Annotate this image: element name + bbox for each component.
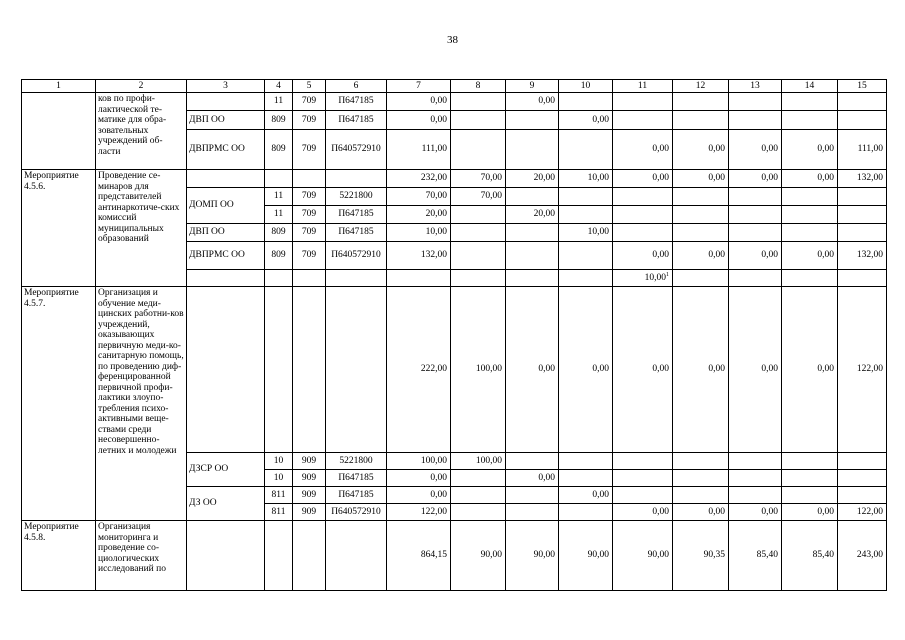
table-cell: П647185	[326, 111, 387, 130]
header-cell: 9	[506, 80, 559, 93]
executor-cell	[187, 521, 265, 591]
table-cell: 909	[293, 487, 326, 504]
table-cell: 10	[265, 453, 293, 470]
table-cell	[673, 93, 729, 111]
event-cell: Мероприятие 4.5.8.	[22, 521, 96, 591]
table-cell: 10,00	[387, 224, 451, 242]
table-cell: 0,00	[559, 487, 613, 504]
executor-cell: ДЗ ОО	[187, 487, 265, 521]
table-cell: П647185	[326, 487, 387, 504]
table-cell	[506, 111, 559, 130]
event-cell	[22, 93, 96, 170]
table-cell	[265, 270, 293, 287]
table-cell	[782, 453, 838, 470]
table-cell: 0,00	[782, 170, 838, 188]
table-cell: 122,00	[387, 504, 451, 521]
table-cell: 10,00	[559, 224, 613, 242]
table-cell: 11	[265, 206, 293, 224]
table-cell: 132,00	[838, 242, 887, 270]
table-cell: 811	[265, 504, 293, 521]
table-cell	[451, 242, 506, 270]
event-cell: Мероприятие 4.5.7.	[22, 287, 96, 521]
table-cell	[559, 470, 613, 487]
header-cell: 11	[613, 80, 673, 93]
table-cell: 20,00	[506, 206, 559, 224]
table-cell: 5221800	[326, 453, 387, 470]
header-cell: 1	[22, 80, 96, 93]
table-cell	[838, 270, 887, 287]
executor-cell: ДВП ОО	[187, 111, 265, 130]
table-cell: 85,40	[729, 521, 782, 591]
executor-cell: ДВП ОО	[187, 224, 265, 242]
table-cell: 0,00	[613, 287, 673, 453]
table-cell: 70,00	[451, 170, 506, 188]
header-cell: 12	[673, 80, 729, 93]
table-cell: 0,00	[782, 130, 838, 170]
table-cell	[729, 453, 782, 470]
table-cell: 100,00	[451, 287, 506, 453]
table-cell	[326, 287, 387, 453]
table-cell: 0,00	[673, 504, 729, 521]
table-cell: 709	[293, 130, 326, 170]
table-cell	[613, 487, 673, 504]
table-cell: 100,00	[387, 453, 451, 470]
table-cell	[838, 111, 887, 130]
table-cell: 909	[293, 504, 326, 521]
table-cell	[451, 93, 506, 111]
header-row	[22, 80, 887, 93]
table-cell: 809	[265, 242, 293, 270]
table-cell: 132,00	[838, 170, 887, 188]
table-cell	[673, 206, 729, 224]
table-cell	[559, 93, 613, 111]
table-cell: 111,00	[838, 130, 887, 170]
executor-cell	[187, 287, 265, 453]
table-cell: 90,00	[506, 521, 559, 591]
header-cell: 3	[187, 80, 265, 93]
table-cell	[506, 270, 559, 287]
table-cell	[265, 170, 293, 188]
table-cell	[782, 224, 838, 242]
header-cell: 7	[387, 80, 451, 93]
table-cell	[451, 111, 506, 130]
executor-cell	[187, 93, 265, 111]
table-cell	[451, 224, 506, 242]
table-cell	[673, 270, 729, 287]
table-cell	[451, 470, 506, 487]
executor-cell	[187, 270, 265, 287]
table-cell: 243,00	[838, 521, 887, 591]
table-cell	[613, 188, 673, 206]
header-cell: 10	[559, 80, 613, 93]
table-cell	[559, 242, 613, 270]
table-cell: 90,00	[613, 521, 673, 591]
header-cell: 4	[265, 80, 293, 93]
table-cell	[293, 270, 326, 287]
table-cell	[559, 270, 613, 287]
table-cell	[293, 521, 326, 591]
executor-cell: ДВПРМС ОО	[187, 130, 265, 170]
table-cell	[838, 470, 887, 487]
table-cell: 20,00	[387, 206, 451, 224]
table-cell	[673, 188, 729, 206]
table-cell: 10	[265, 470, 293, 487]
table-cell	[506, 130, 559, 170]
table-cell: 132,00	[387, 242, 451, 270]
table-row	[22, 170, 887, 188]
table-cell: П640572910	[326, 242, 387, 270]
table-cell: 909	[293, 453, 326, 470]
table-cell: 809	[265, 111, 293, 130]
table-cell: 70,00	[387, 188, 451, 206]
table-cell: 0,00	[729, 170, 782, 188]
description-cell: Организация и обучение меди-цинских работни-ков учреждений, оказывающих первичную меди-ко-санитарную помощь, по проведению диф-ференцированной первичной профи-лактики злоупо-требления психо-активными веще-ствами среди несовершенно-летних и молодежи	[96, 287, 187, 521]
table-cell: П640572910	[326, 504, 387, 521]
table-cell: 0,00	[729, 242, 782, 270]
table-cell	[387, 270, 451, 287]
table-cell	[506, 188, 559, 206]
table-cell: 11	[265, 188, 293, 206]
table-cell: П640572910	[326, 130, 387, 170]
table-cell: 0,00	[782, 504, 838, 521]
table-cell: 0,00	[506, 470, 559, 487]
table-cell: 809	[265, 130, 293, 170]
table-cell: 20,00	[506, 170, 559, 188]
table-cell: 0,00	[506, 287, 559, 453]
table-cell	[559, 130, 613, 170]
header-cell: 2	[96, 80, 187, 93]
table-cell	[673, 111, 729, 130]
table-cell: 0,00	[782, 242, 838, 270]
table-cell	[782, 111, 838, 130]
table-cell	[838, 93, 887, 111]
table-cell: 232,00	[387, 170, 451, 188]
table-cell	[729, 93, 782, 111]
table-cell	[613, 453, 673, 470]
description-cell: ков по профи-лактической те-матике для обра-зовательных учреждений об-ласти	[96, 93, 187, 170]
table-cell	[782, 188, 838, 206]
table-cell: 0,00	[729, 504, 782, 521]
table-cell	[506, 224, 559, 242]
table-cell: 709	[293, 111, 326, 130]
header-cell: 13	[729, 80, 782, 93]
table-cell	[559, 206, 613, 224]
table-cell	[506, 453, 559, 470]
table-cell: П647185	[326, 470, 387, 487]
table-cell: 10,00	[559, 170, 613, 188]
header-cell: 8	[451, 80, 506, 93]
table-cell	[673, 224, 729, 242]
table-cell	[326, 270, 387, 287]
table-cell	[451, 487, 506, 504]
header-cell: 14	[782, 80, 838, 93]
table-cell: 0,00	[387, 470, 451, 487]
table-cell: 70,00	[451, 188, 506, 206]
table-cell: 709	[293, 93, 326, 111]
table-cell	[613, 206, 673, 224]
table-cell	[729, 224, 782, 242]
table-cell: 0,00	[613, 130, 673, 170]
table-cell	[506, 242, 559, 270]
table-cell: 0,00	[613, 170, 673, 188]
table-cell	[293, 170, 326, 188]
table-cell	[613, 111, 673, 130]
executor-cell	[187, 170, 265, 188]
table-cell	[265, 521, 293, 591]
table-cell: 811	[265, 487, 293, 504]
table-cell	[326, 170, 387, 188]
table-cell: П647185	[326, 206, 387, 224]
table-cell	[613, 224, 673, 242]
table-cell: 0,00	[729, 287, 782, 453]
table-cell	[559, 504, 613, 521]
table-cell	[729, 111, 782, 130]
table-cell	[613, 270, 673, 287]
table-cell	[451, 504, 506, 521]
table-cell	[451, 270, 506, 287]
table-cell: 0,00	[506, 93, 559, 111]
table-cell	[782, 270, 838, 287]
table-cell	[293, 287, 326, 453]
header-cell: 15	[838, 80, 887, 93]
table-cell	[613, 93, 673, 111]
table-cell: 709	[293, 242, 326, 270]
table-cell: 0,00	[387, 487, 451, 504]
table-cell	[838, 188, 887, 206]
description-cell: Проведение се-минаров для представителей антинаркотиче-ских комиссий муниципальных образований	[96, 170, 187, 287]
table-cell: 222,00	[387, 287, 451, 453]
table-cell: 0,00	[673, 242, 729, 270]
table-cell: 0,00	[673, 130, 729, 170]
footnote-marker: 1	[666, 271, 669, 278]
table-cell	[782, 487, 838, 504]
table-cell: 0,00	[613, 504, 673, 521]
table-cell: 864,15	[387, 521, 451, 591]
executor-cell: ДЗСР ОО	[187, 453, 265, 487]
table-cell	[729, 206, 782, 224]
table-cell: 0,00	[559, 287, 613, 453]
table-row	[22, 521, 887, 591]
table-cell: 100,00	[451, 453, 506, 470]
footnote-value: 10,00	[644, 272, 666, 283]
budget-table	[21, 79, 887, 591]
table-cell	[838, 487, 887, 504]
table-cell	[265, 287, 293, 453]
table-cell: 709	[293, 224, 326, 242]
executor-cell: ДВПРМС ОО	[187, 242, 265, 270]
table-cell: 709	[293, 206, 326, 224]
table-cell	[782, 470, 838, 487]
table-cell: 709	[293, 188, 326, 206]
table-cell	[673, 487, 729, 504]
table-cell	[506, 504, 559, 521]
table-cell	[559, 188, 613, 206]
table-cell	[782, 93, 838, 111]
table-cell: 0,00	[673, 287, 729, 453]
table-cell	[673, 470, 729, 487]
description-cell: Организация мониторинга и проведение со-циологических исследований по	[96, 521, 187, 591]
executor-cell: ДОМП ОО	[187, 188, 265, 224]
table-cell: 90,00	[559, 521, 613, 591]
table-cell: 0,00	[387, 93, 451, 111]
header-cell: 5	[293, 80, 326, 93]
table-cell: 122,00	[838, 287, 887, 453]
table-cell: 909	[293, 470, 326, 487]
table-cell: 0,00	[387, 111, 451, 130]
table-cell	[559, 453, 613, 470]
table-cell: П647185	[326, 93, 387, 111]
table-cell: 111,00	[387, 130, 451, 170]
table-cell: 85,40	[782, 521, 838, 591]
table-cell	[451, 206, 506, 224]
table-cell	[729, 270, 782, 287]
table-cell	[838, 206, 887, 224]
table-cell: П647185	[326, 224, 387, 242]
table-cell	[673, 453, 729, 470]
table-cell: 0,00	[559, 111, 613, 130]
table-cell: 0,00	[729, 130, 782, 170]
table-row	[22, 287, 887, 453]
table-cell: 5221800	[326, 188, 387, 206]
table-cell	[729, 487, 782, 504]
table-cell	[613, 470, 673, 487]
event-cell: Мероприятие 4.5.6.	[22, 170, 96, 287]
page-number: 38	[447, 34, 458, 46]
table-cell: 11	[265, 93, 293, 111]
table-cell: 809	[265, 224, 293, 242]
table-cell	[506, 487, 559, 504]
header-cell: 6	[326, 80, 387, 93]
table-cell: 0,00	[673, 170, 729, 188]
table-cell: 90,35	[673, 521, 729, 591]
table-cell: 90,00	[451, 521, 506, 591]
table-cell	[326, 521, 387, 591]
table-cell	[451, 130, 506, 170]
table-row	[22, 93, 887, 111]
table-cell	[729, 470, 782, 487]
table-cell: 0,00	[613, 242, 673, 270]
table-cell	[782, 206, 838, 224]
table-cell	[729, 188, 782, 206]
table-cell	[838, 453, 887, 470]
table-cell	[838, 224, 887, 242]
table-cell: 122,00	[838, 504, 887, 521]
table-cell: 0,00	[782, 287, 838, 453]
